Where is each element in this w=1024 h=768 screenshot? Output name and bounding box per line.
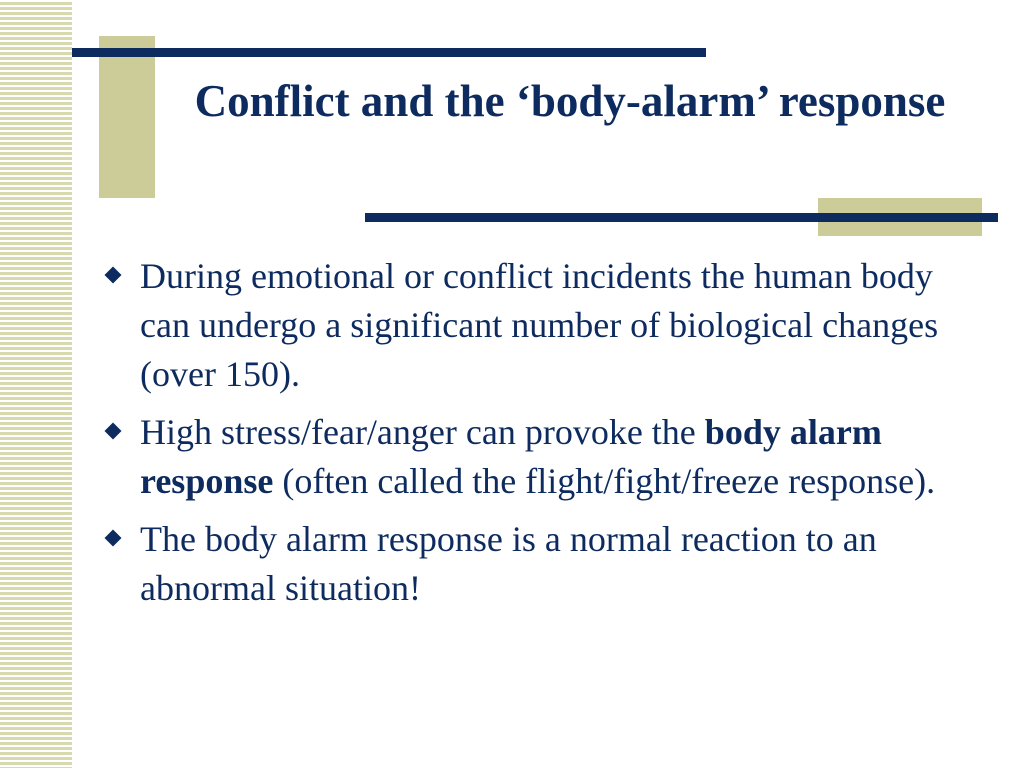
bullet-text-1: During emotional or conflict incidents the human body can undergo a significant number of biological changes (over 150). xyxy=(140,256,939,394)
title-rule-bottom xyxy=(365,213,998,222)
bullet-item-1 xyxy=(100,252,985,399)
bullet-item-3 xyxy=(100,515,985,613)
bullet-text-3: The body alarm response is a normal reaction to an abnormal situation! xyxy=(140,519,877,608)
diamond-bullet-icon xyxy=(105,267,122,284)
diamond-bullet-icon xyxy=(105,423,122,440)
title-accent-block-left xyxy=(99,36,155,198)
left-stripe-decoration xyxy=(0,0,72,768)
bullet-text-2-emphasis: body alarm response xyxy=(140,412,882,501)
slide-title: Conflict and the ‘body-alarm’ response xyxy=(194,76,946,126)
bullet-item-2 xyxy=(100,408,985,506)
bullet-text-2-before: High stress/fear/anger can provoke the xyxy=(140,412,705,452)
bullet-text-2-after: (often called the flight/fight/freeze response). xyxy=(273,461,936,501)
diamond-bullet-icon xyxy=(105,530,122,547)
title-rule-top xyxy=(72,48,706,57)
bullet-list xyxy=(100,252,985,622)
